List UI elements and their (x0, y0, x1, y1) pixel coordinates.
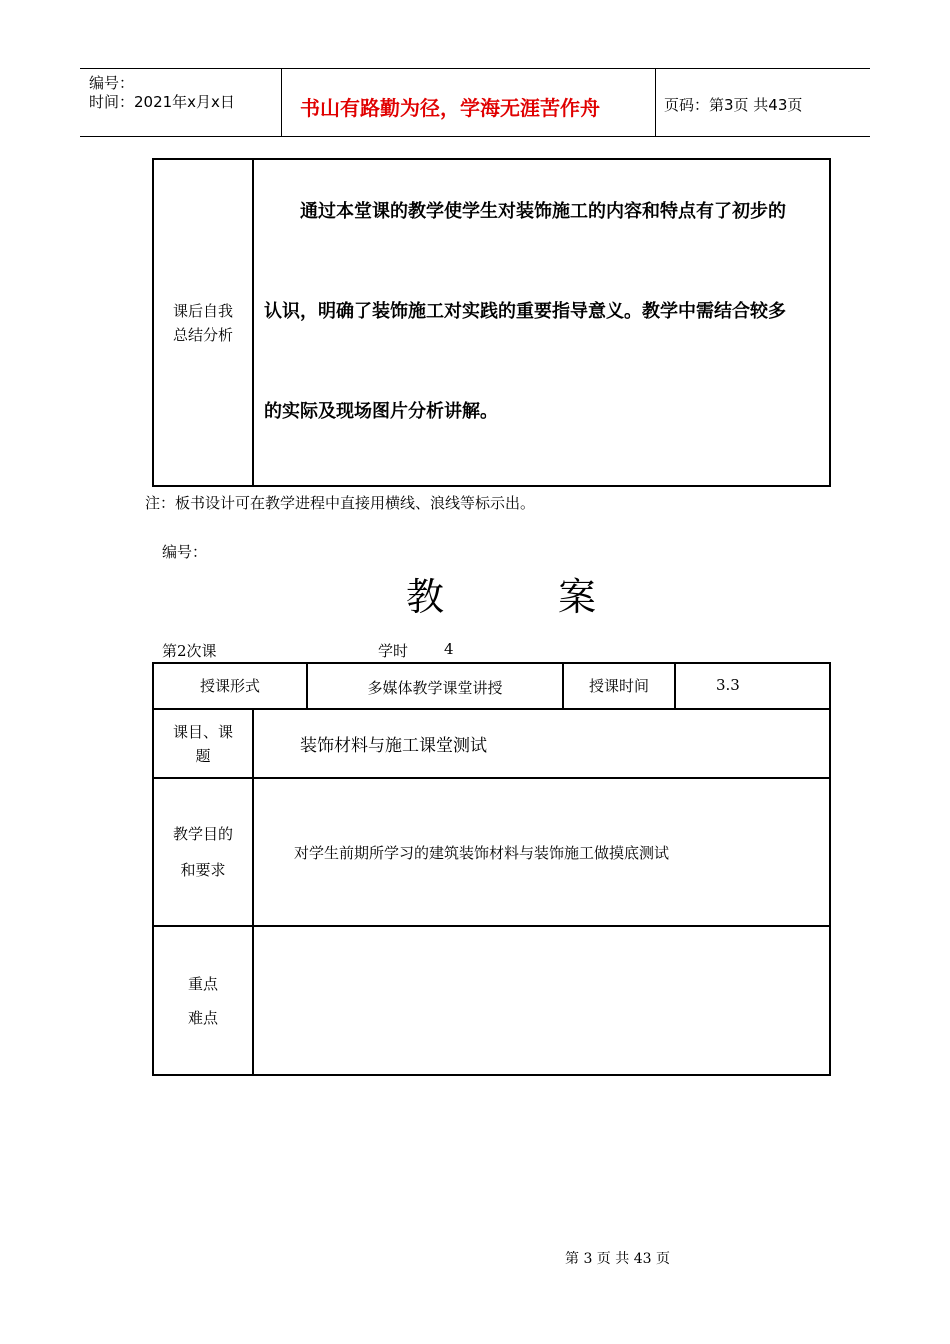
summary-label-line1: 课后自我 (172, 301, 233, 320)
summary-text-line1: 通过本堂课的教学使学生对装饰施工的内容和特点有了初步的 (300, 201, 786, 222)
summary-text-line2: 认识，明确了装饰施工对实践的重要指导意义。教学中需结合较多 (264, 301, 786, 322)
topic-label-line2: 题 (195, 746, 211, 765)
page-footer: 第 3 页 共 43 页 (565, 1251, 670, 1267)
header-divider-right (655, 68, 656, 136)
header-page-label: 页码：第3页 共43页 (664, 96, 803, 114)
header-top-rule (80, 68, 870, 69)
goal-label-line2: 和要求 (180, 861, 226, 879)
lesson-hours-value: 4 (444, 640, 454, 658)
key-label-line1: 重点 (187, 974, 218, 993)
summary-label-cell (153, 159, 253, 486)
lesson-number-label: 编号： (162, 543, 208, 561)
summary-label-line2: 总结分析 (172, 325, 233, 344)
key-value-cell (253, 926, 830, 1075)
board-note: 注：板书设计可在教学进程中直接用横线、浪线等标示出。 (145, 494, 536, 512)
goal-value: 对学生前期所学习的建筑装饰材料与装饰施工做摸底测试 (294, 843, 670, 862)
key-label-line2: 难点 (187, 1008, 218, 1027)
topic-label-line1: 课目、课 (172, 722, 233, 741)
goal-label-cell (153, 778, 253, 926)
topic-value-cell (253, 709, 830, 778)
header-motto: 书山有路勤为径，学海无涯苦作舟 (300, 96, 600, 120)
lesson-hours-label: 学时 (378, 642, 409, 660)
goal-value-cell (253, 778, 830, 926)
goal-label-line1: 教学目的 (172, 825, 233, 843)
header-time-label: 时间：2021年x月x日 (89, 93, 235, 111)
lesson-detail-table (152, 708, 831, 1076)
lesson-form-table (152, 662, 831, 710)
time-value-cell: 3.3 (675, 663, 830, 709)
topic-label-cell (153, 709, 253, 778)
header-number-label: 编号： (89, 74, 135, 92)
header-divider-left (281, 68, 282, 136)
key-label-cell (153, 926, 253, 1075)
form-value-cell: 多媒体教学课堂讲授 (307, 663, 563, 709)
lesson-session: 第2次课 (162, 642, 217, 660)
lesson-title: 教 案 (406, 575, 597, 619)
topic-value: 装饰材料与施工课堂测试 (300, 736, 487, 756)
form-label-cell: 授课形式 (153, 663, 307, 709)
summary-table (152, 158, 831, 487)
summary-text (254, 154, 829, 462)
header-bottom-rule (80, 136, 870, 137)
summary-text-cell (253, 159, 830, 486)
time-label-cell: 授课时间 (563, 663, 675, 709)
summary-text-line3: 的实际及现场图片分析讲解。 (264, 401, 498, 422)
